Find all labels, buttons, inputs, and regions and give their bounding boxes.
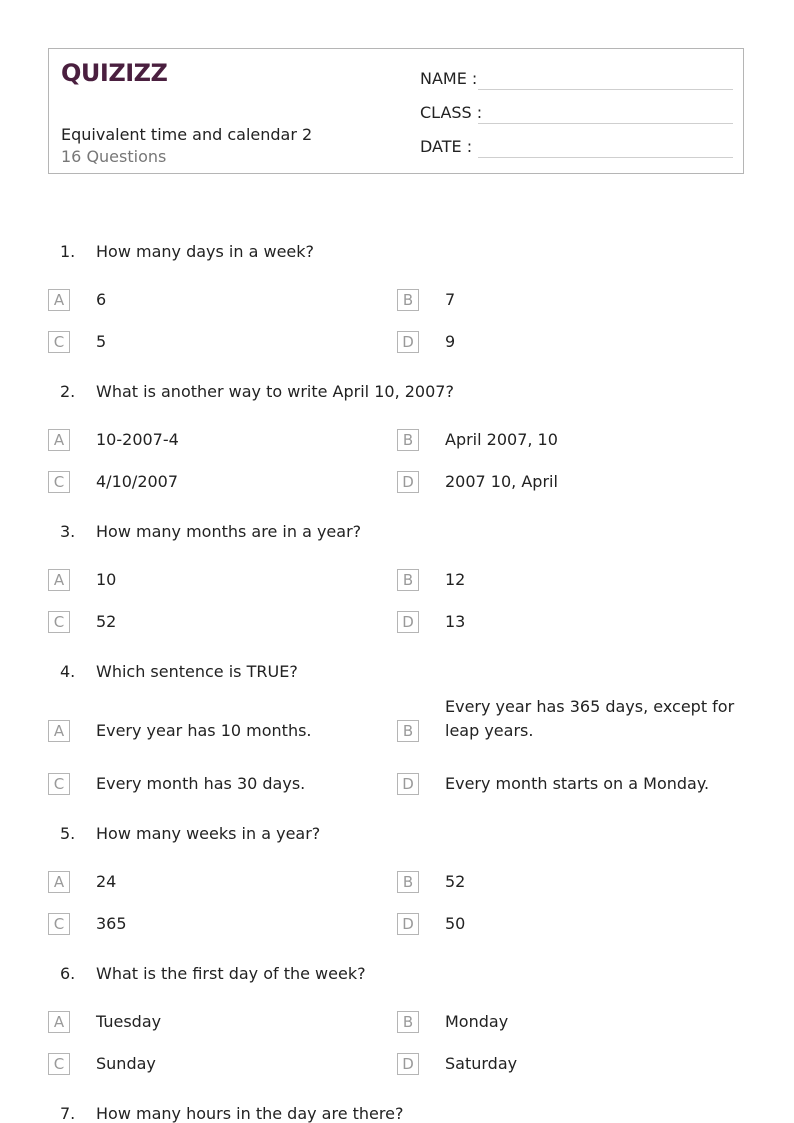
option-a-box[interactable]: A xyxy=(48,569,70,591)
option-c-box[interactable]: C xyxy=(48,1053,70,1075)
option-a-box[interactable]: A xyxy=(48,289,70,311)
option-b-box[interactable]: B xyxy=(397,429,419,451)
option-d-box[interactable]: D xyxy=(397,913,419,935)
option-c-text[interactable]: 5 xyxy=(96,332,107,351)
question-text: How many hours in the day are there? xyxy=(96,1104,404,1123)
name-label: NAME : xyxy=(420,69,478,88)
question-text: What is the first day of the week? xyxy=(96,964,366,983)
option-d-box[interactable]: D xyxy=(397,611,419,633)
option-d-text[interactable]: 2007 10, April xyxy=(445,472,558,491)
question-text: How many months are in a year? xyxy=(96,522,362,541)
option-a-box[interactable]: A xyxy=(48,1011,70,1033)
question-number: 7. xyxy=(60,1104,76,1123)
option-d-box[interactable]: D xyxy=(397,1053,419,1075)
option-a-text[interactable]: 6 xyxy=(96,290,107,309)
option-d-text[interactable]: Saturday xyxy=(445,1054,518,1073)
option-b-text[interactable]: 7 xyxy=(445,290,456,309)
question-number: 4. xyxy=(60,662,76,681)
option-b-box[interactable]: B xyxy=(397,720,419,742)
option-a-text[interactable]: 10-2007-4 xyxy=(96,430,179,449)
option-a-box[interactable]: A xyxy=(48,871,70,893)
option-b-text[interactable]: 12 xyxy=(445,570,466,589)
date-label: DATE : xyxy=(420,137,473,156)
option-d-box[interactable]: D xyxy=(397,471,419,493)
name-line[interactable] xyxy=(478,89,733,90)
option-c-box[interactable]: C xyxy=(48,471,70,493)
option-d-box[interactable]: D xyxy=(397,773,419,795)
quizizz-logo: QUIZIZZ xyxy=(61,59,168,87)
option-b-text[interactable]: Monday xyxy=(445,1012,509,1031)
option-c-box[interactable]: C xyxy=(48,773,70,795)
date-line[interactable] xyxy=(478,157,733,158)
option-b-box[interactable]: B xyxy=(397,1011,419,1033)
option-c-box[interactable]: C xyxy=(48,913,70,935)
option-d-text[interactable]: 9 xyxy=(445,332,456,351)
question-text: Which sentence is TRUE? xyxy=(96,662,298,681)
worksheet-title: Equivalent time and calendar 2 xyxy=(61,125,313,144)
question-text: How many weeks in a year? xyxy=(96,824,321,843)
option-c-box[interactable]: C xyxy=(48,611,70,633)
option-c-text[interactable]: 52 xyxy=(96,612,117,631)
option-c-text[interactable]: 4/10/2007 xyxy=(96,472,179,491)
question-count: 16 Questions xyxy=(61,147,167,166)
question-text: What is another way to write April 10, 2007? xyxy=(96,382,454,401)
option-b-box[interactable]: B xyxy=(397,871,419,893)
option-d-text[interactable]: 50 xyxy=(445,914,466,933)
question-number: 6. xyxy=(60,964,76,983)
option-a-text[interactable]: 24 xyxy=(96,872,117,891)
option-d-text[interactable]: 13 xyxy=(445,612,466,631)
question-number: 1. xyxy=(60,242,76,261)
option-a-text[interactable]: Tuesday xyxy=(96,1012,162,1031)
option-a-text[interactable]: Every year has 10 months. xyxy=(96,721,312,740)
question-text: How many days in a week? xyxy=(96,242,315,261)
question-number: 5. xyxy=(60,824,76,843)
option-c-box[interactable]: C xyxy=(48,331,70,353)
option-d-text[interactable]: Every month starts on a Monday. xyxy=(445,774,710,793)
option-b-box[interactable]: B xyxy=(397,569,419,591)
option-b-text[interactable]: April 2007, 10 xyxy=(445,430,558,449)
option-b-text[interactable]: 52 xyxy=(445,872,466,891)
question-number: 3. xyxy=(60,522,76,541)
option-a-box[interactable]: A xyxy=(48,429,70,451)
class-field xyxy=(420,103,482,122)
question-number: 2. xyxy=(60,382,76,401)
option-c-text[interactable]: Every month has 30 days. xyxy=(96,774,306,793)
class-label: CLASS : xyxy=(420,103,483,122)
option-d-box[interactable]: D xyxy=(397,331,419,353)
class-line[interactable] xyxy=(478,123,733,124)
option-a-text[interactable]: 10 xyxy=(96,570,117,589)
option-a-box[interactable]: A xyxy=(48,720,70,742)
date-field xyxy=(420,137,472,156)
name-field xyxy=(420,69,477,88)
option-c-text[interactable]: 365 xyxy=(96,914,127,933)
option-b-text[interactable]: Every year has 365 days, except for leap years. xyxy=(445,697,735,740)
worksheet-header xyxy=(48,48,744,174)
option-b-box[interactable]: B xyxy=(397,289,419,311)
option-c-text[interactable]: Sunday xyxy=(96,1054,156,1073)
